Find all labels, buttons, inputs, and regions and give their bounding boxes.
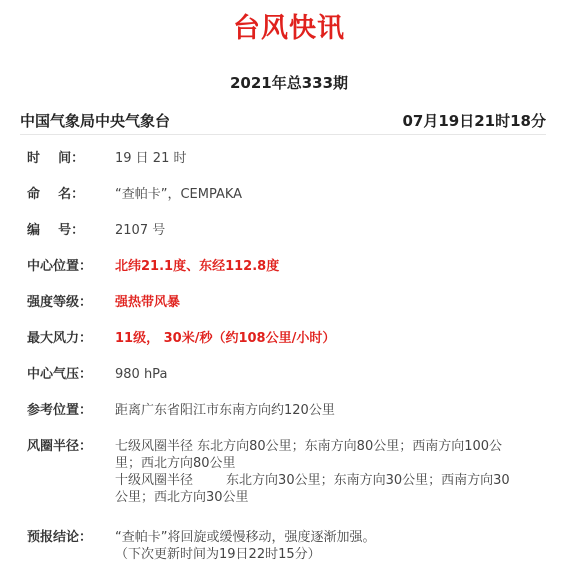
row-label: 预报结论：: [27, 530, 93, 545]
value-line: 公里；西北方向30公里: [115, 490, 249, 505]
row-value: [115, 402, 547, 419]
row-label: 中心气压：: [27, 367, 93, 382]
header-row: [20, 110, 546, 135]
agency-name: 中国气象局中央气象台: [20, 112, 171, 130]
row-label: 风圈半径：: [27, 439, 93, 454]
value-line: 2107 号: [115, 223, 166, 238]
row-label: 强度等级：: [27, 295, 93, 310]
value-line: “查帕卡”，CEMPAKA: [115, 187, 243, 202]
issue-number: 2021年总333期: [229, 74, 349, 92]
value-line: 里；西北方向80公里: [115, 456, 236, 471]
value-line: 11级， 30米/秒（约108公里/小时）: [115, 331, 336, 346]
row-value: [115, 330, 547, 347]
value-line: 19 日 21 时: [115, 151, 187, 166]
row-label: 编 号：: [27, 223, 85, 238]
value-line: “查帕卡”将回旋或缓慢移动，强度逐渐加强。: [115, 530, 376, 545]
value-line: 距离广东省阳江市东南方向约120公里: [115, 403, 335, 418]
row-label: 中心位置：: [27, 259, 93, 274]
row-value: [115, 222, 547, 239]
row-value: [115, 294, 547, 311]
row-label: 时 间：: [27, 151, 85, 166]
row-label: 最大风力：: [27, 331, 93, 346]
row-value: [115, 150, 547, 167]
page-title: 台风快讯: [233, 13, 345, 44]
row-value: [115, 438, 547, 506]
row-label: 参考位置：: [27, 403, 93, 418]
row-value: [115, 529, 547, 563]
value-line: 北纬21.1度、东经112.8度: [115, 259, 280, 274]
row-value: [115, 366, 547, 383]
row-label: 命 名：: [27, 187, 85, 202]
value-line: （下次更新时间为19日22时15分）: [115, 547, 321, 562]
value-line: 十级风圈半径 东北方向30公里；东南方向30公里；西南方向30: [115, 473, 510, 488]
row-value: [115, 258, 547, 275]
value-line: 七级风圈半径 东北方向80公里；东南方向80公里；西南方向100公: [115, 439, 503, 454]
row-value: [115, 186, 547, 203]
issue-timestamp: 07月19日21时18分: [402, 112, 546, 130]
value-line: 强热带风暴: [115, 295, 181, 310]
value-line: 980 hPa: [115, 367, 168, 382]
